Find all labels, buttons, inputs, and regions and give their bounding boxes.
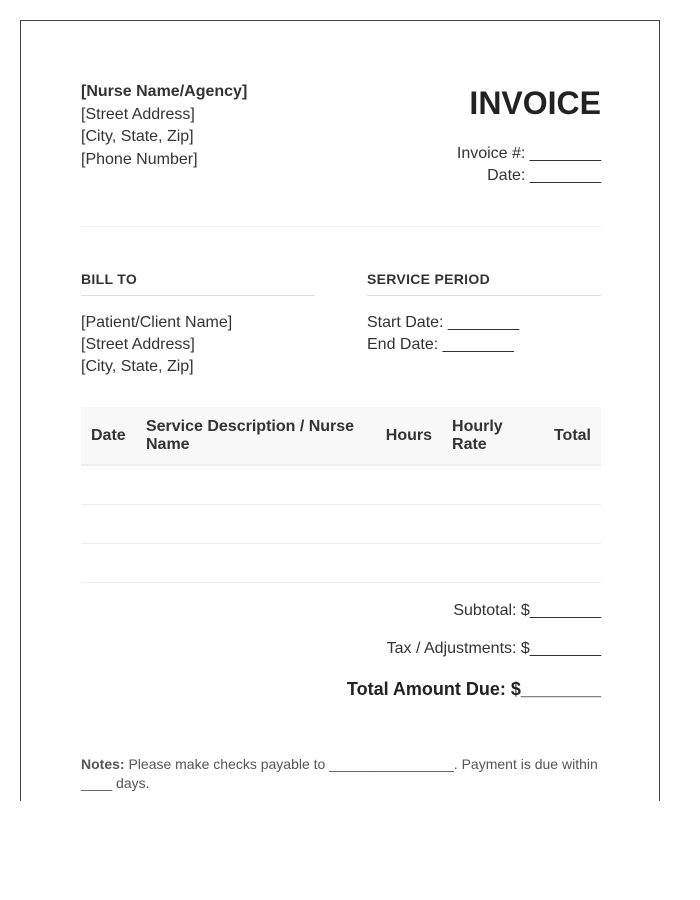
table-cell[interactable]	[442, 505, 532, 544]
sender-phone: [Phone Number]	[81, 150, 198, 168]
tax-line: Tax / Adjustments: $________	[386, 640, 601, 657]
table-row	[81, 505, 601, 544]
table-cell[interactable]	[81, 544, 136, 583]
sender-street: [Street Address]	[81, 105, 195, 123]
invoice-title: INVOICE	[469, 85, 601, 121]
column-header-total: Total	[532, 407, 601, 465]
invoice-content	[81, 21, 601, 791]
invoice-date-field: Date: ________	[487, 167, 601, 184]
table-cell[interactable]	[442, 465, 532, 505]
table-cell[interactable]	[376, 465, 442, 505]
notes-label: Notes:	[81, 756, 125, 772]
notes-text: Please make checks payable to ________________. Payment is due within ____ days.	[81, 756, 598, 791]
invoice-page	[20, 20, 660, 801]
invoice-number-field: Invoice #: ________	[456, 145, 601, 162]
table-cell[interactable]	[442, 544, 532, 583]
table-cell[interactable]	[81, 505, 136, 544]
bill-to-title: BILL TO	[81, 271, 315, 296]
end-date-field: End Date: ________	[367, 336, 514, 353]
table-cell[interactable]	[532, 465, 601, 505]
invoice-header	[81, 21, 601, 227]
column-header-date: Date	[81, 407, 136, 465]
table-cell[interactable]	[532, 505, 601, 544]
table-cell[interactable]	[81, 465, 136, 505]
table-cell[interactable]	[136, 544, 376, 583]
notes-section	[81, 755, 601, 793]
table-cell[interactable]	[136, 505, 376, 544]
column-header-rate: Hourly Rate	[442, 407, 532, 465]
sender-name: [Nurse Name/Agency]	[81, 83, 248, 100]
table-cell[interactable]	[532, 544, 601, 583]
table-cell[interactable]	[376, 544, 442, 583]
bill-to-section	[81, 271, 315, 378]
sender-block	[81, 81, 247, 171]
table-header-row	[81, 407, 601, 465]
start-date-field: Start Date: ________	[367, 314, 520, 331]
client-name: [Patient/Client Name]	[81, 314, 233, 331]
total-due-line: Total Amount Due: $________	[346, 679, 601, 699]
bill-to-body	[81, 312, 315, 378]
client-street: [Street Address]	[81, 336, 195, 353]
column-header-description: Service Description / Nurse Name	[136, 407, 376, 465]
table-cell[interactable]	[136, 465, 376, 505]
service-period-title: SERVICE PERIOD	[367, 271, 601, 296]
service-period-body	[367, 312, 601, 356]
totals-block	[347, 599, 601, 701]
column-header-hours: Hours	[376, 407, 442, 465]
service-period-section	[367, 271, 601, 356]
invoice-meta-block	[457, 85, 601, 187]
table-row	[81, 465, 601, 505]
client-city: [City, State, Zip]	[81, 358, 194, 375]
table-row	[81, 544, 601, 583]
invoice-meta	[457, 143, 601, 187]
sender-city: [City, State, Zip]	[81, 128, 194, 145]
subtotal-line: Subtotal: $________	[453, 602, 601, 619]
table-cell[interactable]	[376, 505, 442, 544]
services-table-wrapper	[81, 407, 601, 583]
services-table	[81, 407, 601, 583]
